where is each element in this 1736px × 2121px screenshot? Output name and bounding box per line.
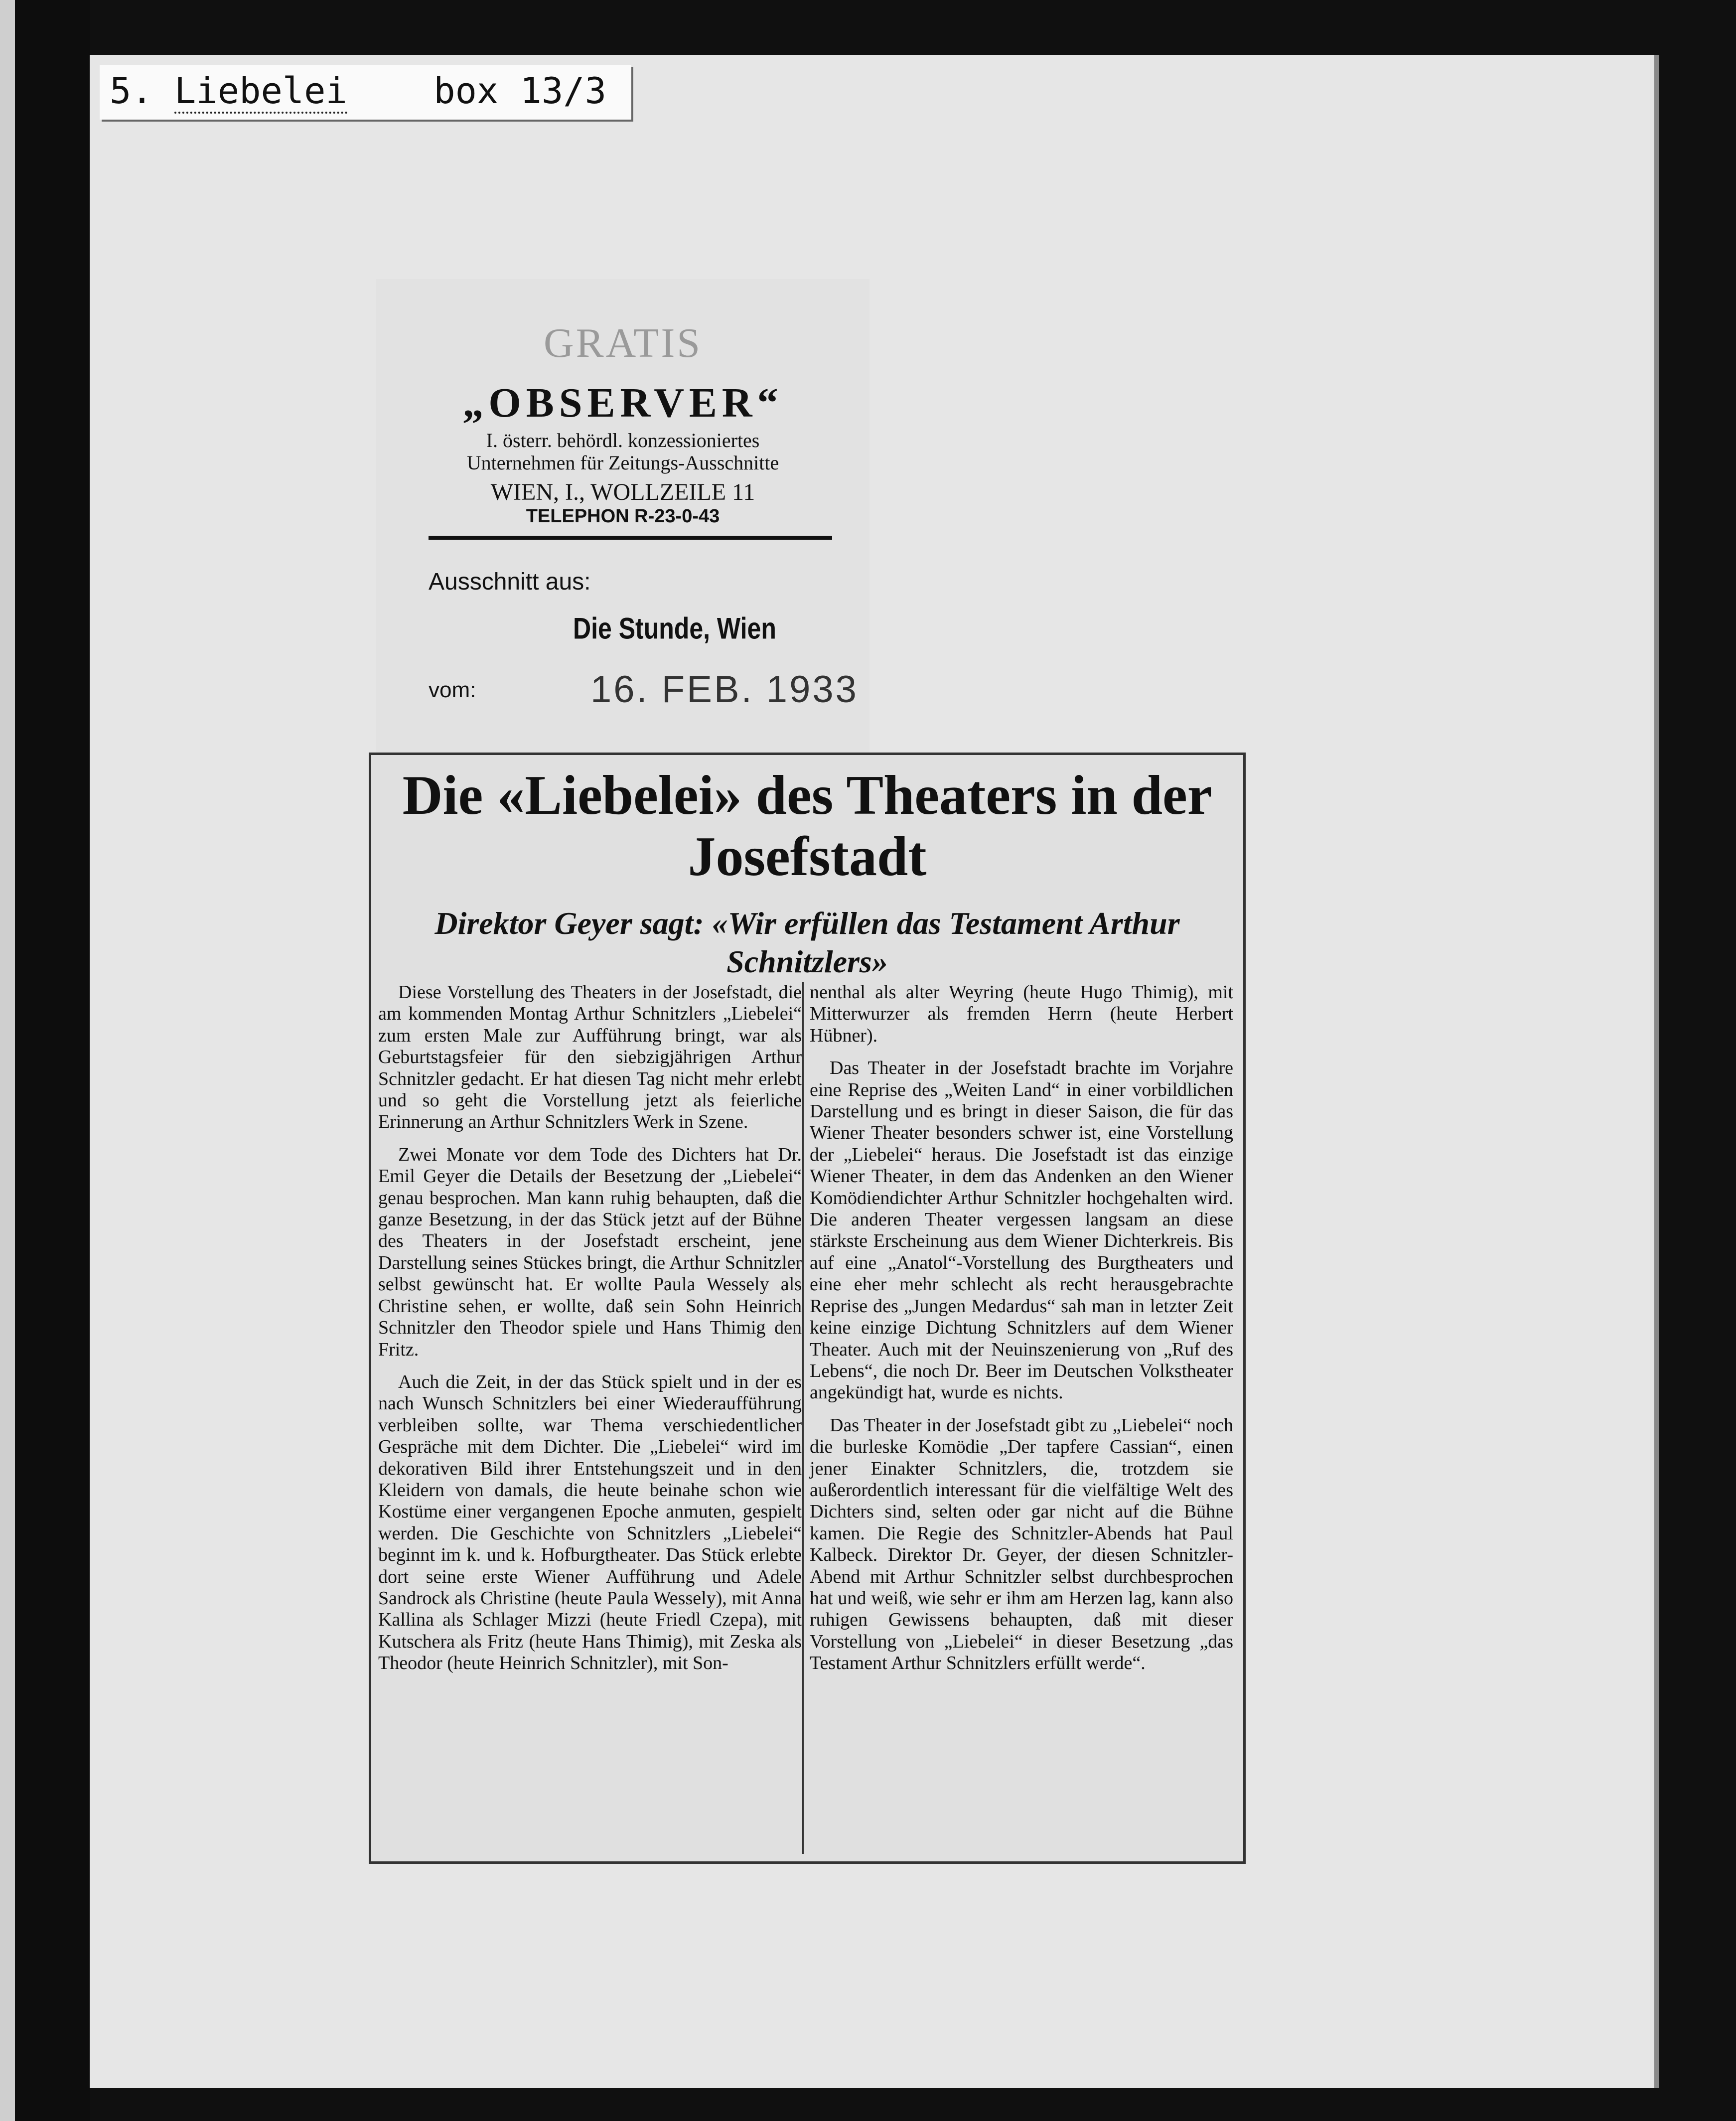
film-edge: [0, 0, 15, 2121]
observer-line1: I. österr. behördl. konzessioniertes: [486, 429, 760, 452]
paragraph: Diese Vorstellung des Theaters in der Josefstadt, die am kommenden Montag Arthur Schnitzlers „Liebelei“ zum ersten Male zur Aufführung bringt, war als Geburtstagsfeier für den siebzigjährigen Arthur Schnitzler gedacht. Er hat diesen Tag nicht mehr erlebt und so geht die Vorstellung jetzt als feierliche Erinnerung an Arthur Schnitzlers Werk in Szene.: [378, 982, 802, 1133]
folder-label-prefix: 5.: [110, 70, 175, 112]
observer-telephone: TELEPHON R-23-0-43: [526, 506, 720, 527]
paragraph: Auch die Zeit, in der das Stück spielt und in der es nach Wunsch Schnitzlers bei einer Wiederaufführung verbleiben sollte, war Thema verschiedentlicher Gespräche mit dem Dichter. Die „Liebelei“ wird im dekorativen Bild ihrer Entstehungszeit und in den Kleidern von damals, die heute beinahe schon wie Kostüme einer vergangenen Epoche anmuten, gespielt werden. Die Geschichte von Schnitzlers „Liebelei“ beginnt im k. und k. Hofburgtheater. Das Stück erlebte dort seine erste Wiener Aufführung und Adele Sandrock als Christine (heute Paula Wessely), mit Anna Kallina als Schlager Mizzi (heute Friedl Czepa), mit Kutschera als Fritz (heute Hans Thimig), mit Zeska als Theodor (heute Heinrich Schnitzler), mit Son-: [378, 1371, 802, 1674]
gratis-watermark: GRATIS: [543, 320, 703, 366]
observer-title: „OBSERVER“: [462, 380, 783, 426]
article-column-1: [378, 982, 802, 1674]
folder-label: [100, 65, 631, 120]
slip-divider: [429, 536, 832, 540]
folder-label-box: box 13/3: [434, 70, 606, 112]
paragraph: Das Theater in der Josefstadt gibt zu „Liebelei“ noch die burleske Komödie „Der tapfere Cassian“, einen jener Einakter Schnitzlers, die, trotzdem sie außerordentlich interessant für die vielfältige Welt des Dichters sind, selten oder gar nicht auf die Bühne kamen. Die Regie des Schnitzler-Abends hat Paul Kalbeck. Direktor Dr. Geyer, der diesen Schnitzler-Abend mit Arthur Schnitzler selbst durchbesprochen hat und weiß, wie sehr er ihm am Herzen lag, kann also ruhigen Gewissens behaupten, daß mit dieser Vorstellung von „Liebelei“ in dieser Besetzung „das Testament Arthur Schnitzlers erfüllt werde“.: [810, 1414, 1233, 1674]
source-stamp: Die Stunde, Wien: [573, 611, 776, 645]
observer-line2: Unternehmen für Zeitungs-Ausschnitte: [466, 452, 779, 474]
newspaper-clipping: [369, 753, 1246, 1864]
article-headline: Die «Liebelei» des Theaters in der Josefstadt: [402, 764, 1212, 888]
article-column-2: [810, 982, 1233, 1674]
paragraph: Das Theater in der Josefstadt brachte im Vorjahre eine Reprise des „Weiten Land“ in einer vorbildlichen Darstellung und es bringt in dieser Saison, die für das Wiener Theater besonders schwer ist, eine Vorstellung der „Liebelei“ heraus. Die Josefstadt ist das einzige Wiener Theater, in dem das Andenken an den Wiener Komödiendichter Arthur Schnitzler hochgehalten wird. Die anderen Theater vergessen langsam an diese stärkste Erscheinung aus dem Wiener Dichterkreis. Bis auf eine „Anatol“-Vorstellung des Burgtheaters und eine eher mehr schlecht als recht herausgebrachte Reprise des „Jungen Medardus“ sah man in letzter Zeit keine einzige Dichtung Schnitzlers auf dem Wiener Theater. Auch mit der Neuinszenierung von „Ruf des Lebens“, die noch Dr. Beer im Deutschen Volkstheater angekündigt hat, wurde es nichts.: [810, 1058, 1233, 1403]
article-subheadline: Direktor Geyer sagt: «Wir erfüllen das Testament Arthur Schnitzlers»: [434, 906, 1180, 979]
ausschnitt-label: Ausschnitt aus:: [429, 569, 591, 595]
paragraph: nenthal als alter Weyring (heute Hugo Thimig), mit Mitterwurzer als fremden Herrn (heute Herbert Hübner).: [810, 982, 1233, 1046]
date-stamp: 16. FEB. 1933: [590, 668, 859, 711]
observer-address: WIEN, I., WOLLZEILE 11: [490, 479, 755, 505]
paragraph: Zwei Monate vor dem Tode des Dichters hat Dr. Emil Geyer die Details der Besetzung der „Liebelei“ genau besprochen. Man kann ruhig behaupten, daß die ganze Besetzung, in der das Stück jetzt auf der Bühne des Theaters in der Josefstadt erscheint, jene Darstellung seines Stückes bringt, die Arthur Schnitzler selbst gewünscht hat. Er wollte Paula Wessely als Christine sehen, er wollte, daß sein Sohn Heinrich Schnitzler den Theodor spiele und Hans Thimig den Fritz.: [378, 1144, 802, 1360]
observer-clipping-slip: [376, 279, 869, 753]
folder-label-title: Liebelei: [174, 70, 347, 114]
dark-margin: [15, 0, 90, 2121]
vom-label: vom:: [429, 678, 476, 702]
column-divider: [802, 982, 804, 1854]
